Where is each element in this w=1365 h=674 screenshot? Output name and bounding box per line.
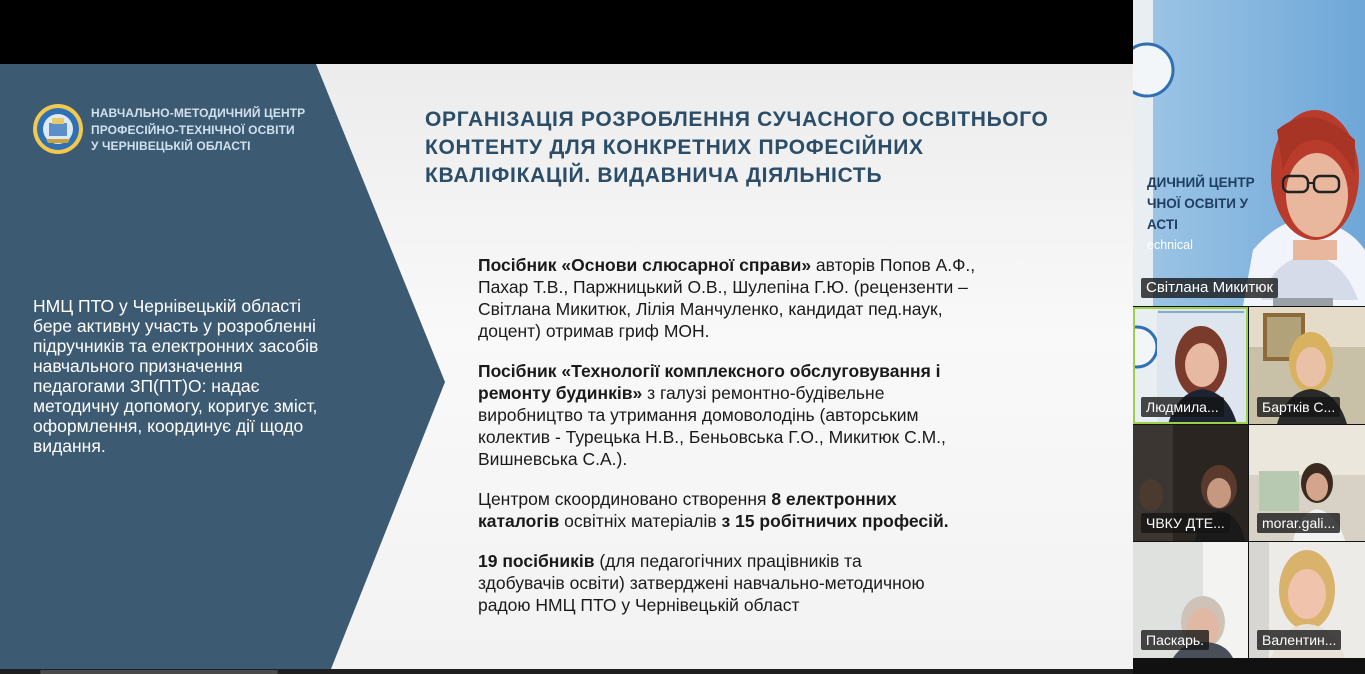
paragraph-approved [478,550,1078,616]
paragraph-text: авторів Попов А.Ф., [811,255,976,275]
scrollbar-thumb[interactable] [40,670,278,674]
paragraph-text: (для педагогічних працівників та [594,551,862,571]
paragraph-bold: Посібник «Технології комплексного обслуговування і [478,361,941,381]
paragraph-manual-1 [478,254,1078,342]
participant-tile[interactable] [1249,425,1365,541]
participant-name: morar.gali... [1257,513,1340,533]
speaker-background-small: echnical [1147,238,1193,252]
paragraph-text: освітніх матеріалів [559,511,722,531]
paragraph-catalogs [478,488,1078,532]
title-line: ОРГАНІЗАЦІЯ РОЗРОБЛЕННЯ СУЧАСНОГО ОСВІТНЬОГО [425,108,1049,131]
paragraph-bold: Посібник «Основи слюсарної справи» [478,255,812,275]
org-name-line: ПРОФЕСІЙНО-ТЕХНІЧНОЇ ОСВІТИ [91,122,295,137]
participant-tile[interactable] [1249,307,1365,424]
left-text-line: оформлення, координує дії щодо [33,416,304,436]
paragraph-bold: ремонту будинків» [478,383,643,403]
background-text-line: АСТІ [1147,217,1178,232]
participant-name: ЧВКУ ДТЕ... [1141,513,1230,533]
participant-name: Валентин... [1257,630,1341,650]
participant-name: Людмила... [1141,397,1224,417]
slide-title [425,106,1085,190]
participant-name: Паскарь. [1141,630,1209,650]
left-text-line: НМЦ ПТО у Чернівецькій області [33,296,301,316]
left-text-line: методичну допомогу, коригує зміст, [33,396,318,416]
left-text-line: підручників та електронних засобів [33,336,319,356]
title-line: КВАЛІФІКАЦІЙ. ВИДАВНИЧА ДІЯЛЬНІСТЬ [425,164,883,187]
background-text-line: ДИЧНИЙ ЦЕНТР [1147,175,1255,190]
participant-tile[interactable] [1133,425,1248,541]
org-logo [32,103,84,155]
paragraph-bold: з 15 робітничих професій. [721,511,949,531]
participant-tile[interactable] [1249,542,1365,658]
paragraph-text: з галузі ремонтно-будівельне [642,383,885,403]
slide-left-text [33,296,393,456]
left-text-line: видання. [33,436,106,456]
speaker-video [1133,0,1365,306]
paragraph-text: Центром скоординовано створення [478,489,772,509]
speaker-background-text [1147,172,1255,235]
paragraph-manual-2 [478,360,1078,470]
title-line: КОНТЕНТУ ДЛЯ КОНКРЕТНИХ ПРОФЕСІЙНИХ [425,136,924,159]
participant-gallery [1133,0,1365,674]
speaker-name: Світлана Микитюк [1141,278,1278,298]
paragraph-text: Світлана Микитюк, Лілія Манчуленко, кандидат пед.наук, [478,299,943,319]
paragraph-text: Пахар Т.В., Паржницький О.В., Шулепіна Г.Ю. (рецензенти – [478,277,968,297]
paragraph-bold: 19 посібників [478,551,595,571]
org-name-line: НАВЧАЛЬНО-МЕТОДИЧНИЙ ЦЕНТР [91,106,306,120]
left-text-line: навчального призначення [33,356,243,376]
org-name [91,105,305,155]
paragraph-text: колектив - Турецька Н.В., Беньовська Г.О., Микитюк С.М., [478,427,946,447]
paragraph-text: радою НМЦ ПТО у Чернівецькій област [478,595,800,615]
participant-tile[interactable] [1133,307,1248,424]
paragraph-bold: каталогів [478,511,560,531]
paragraph-bold: 8 електронних [771,489,897,509]
speaker-tile[interactable] [1133,0,1365,306]
paragraph-text: Вишневська С.А.). [478,449,628,469]
left-text-line: бере активну участь у розробленні [33,316,316,336]
paragraph-text: доцент) отримав гриф МОН. [478,321,710,341]
paragraph-text: виробництво та утримання домоволодінь (авторським [478,405,919,425]
background-text-line: ЧНОЇ ОСВІТИ У [1147,196,1249,211]
paragraph-text: здобувачів освіти) затверджені навчально-методичною [478,573,925,593]
participant-name: Бартків С... [1257,397,1340,417]
speaker-background-text [1158,311,1244,313]
participant-tile[interactable] [1133,542,1248,658]
presentation-slide [0,64,1133,669]
left-text-line: педагогами ЗП(ПТ)О: надає [33,376,260,396]
slide-body [478,254,1078,634]
org-name-line: У ЧЕРНІВЕЦЬКІЙ ОБЛАСТІ [91,139,251,153]
